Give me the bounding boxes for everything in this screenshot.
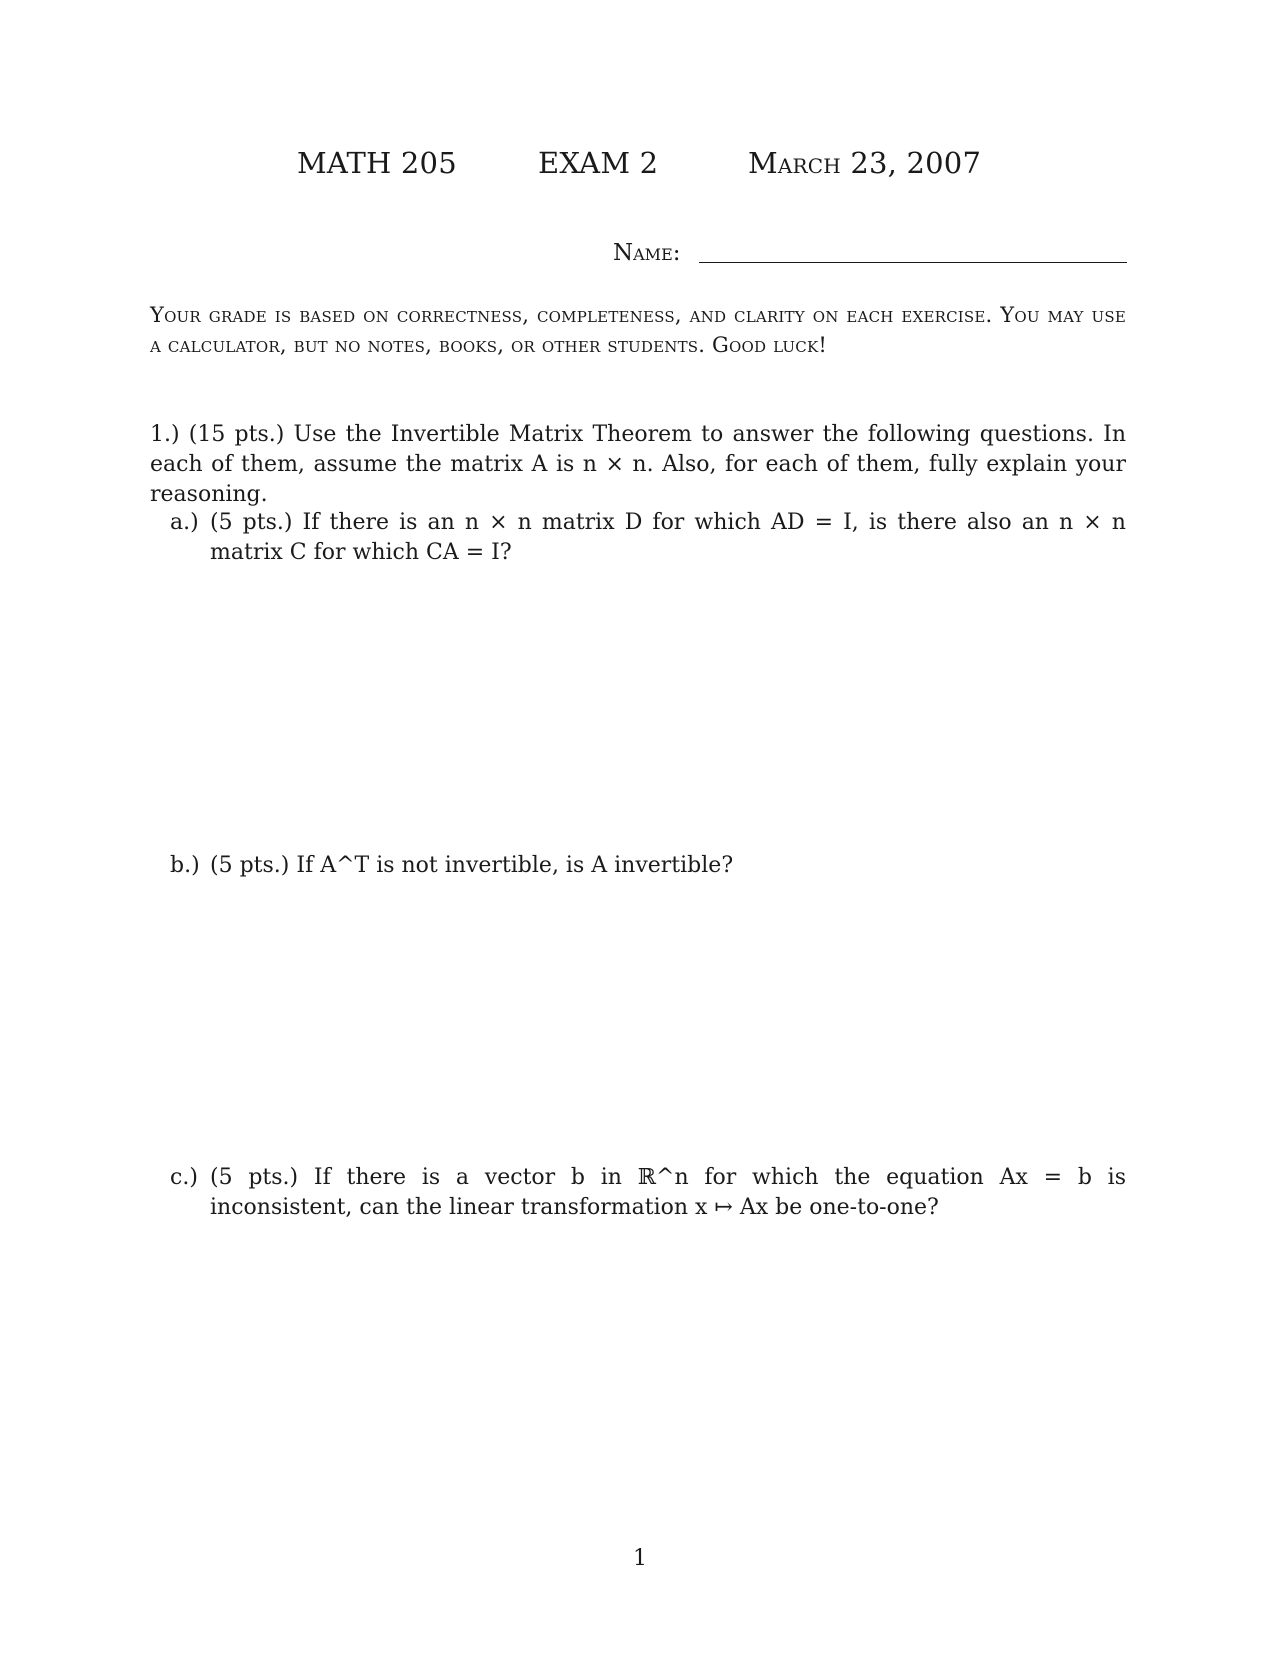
exam-title: EXAM 2 (538, 146, 659, 180)
problem-1-points: (15 pts.) (188, 422, 285, 447)
name-field (613, 240, 1133, 274)
problem-1-prompt (150, 420, 1126, 510)
part-c-points: (5 pts.) (210, 1165, 299, 1190)
exam-header (0, 146, 1280, 186)
part-c-label: c.) (170, 1165, 198, 1190)
part-a-body (210, 508, 1126, 568)
part-b-text: If A^T is not invertible, is A invertible? (296, 853, 734, 878)
part-c (170, 1163, 1126, 1223)
part-b-label: b.) (170, 853, 200, 878)
problem-1-text: Use the Invertible Matrix Theorem to answer the following questions. In each of them, assume the matrix A is n × n. Also, for each of them, fully explain your reasoning. (150, 422, 1126, 507)
part-b-points: (5 pts.) (210, 853, 290, 878)
name-label: Name: (613, 240, 681, 266)
exam-date: March 23, 2007 (748, 146, 982, 180)
part-a-text: If there is an n × n matrix D for which AD = I, is there also an n × n matrix C for which CA = I? (210, 510, 1126, 565)
part-c-body (210, 1163, 1126, 1223)
exam-instructions: Your grade is based on correctness, completeness, and clarity on each exercise. You may use a calculator, but no notes, books, or other students. Good luck! (150, 303, 1126, 357)
name-blank-line (699, 262, 1127, 263)
part-c-text: If there is a vector b in ℝ^n for which the equation Ax = b is inconsistent, can the linear transformation x ↦ Ax be one-to-one? (210, 1165, 1126, 1220)
part-b (170, 851, 1126, 881)
page-number: 1 (633, 1546, 647, 1571)
part-b-body (210, 851, 1126, 881)
problem-1-label: 1.) (150, 422, 180, 447)
part-a-points: (5 pts.) (210, 510, 293, 535)
part-a (170, 508, 1126, 568)
course-title: MATH 205 (297, 146, 457, 180)
part-a-label: a.) (170, 510, 199, 535)
